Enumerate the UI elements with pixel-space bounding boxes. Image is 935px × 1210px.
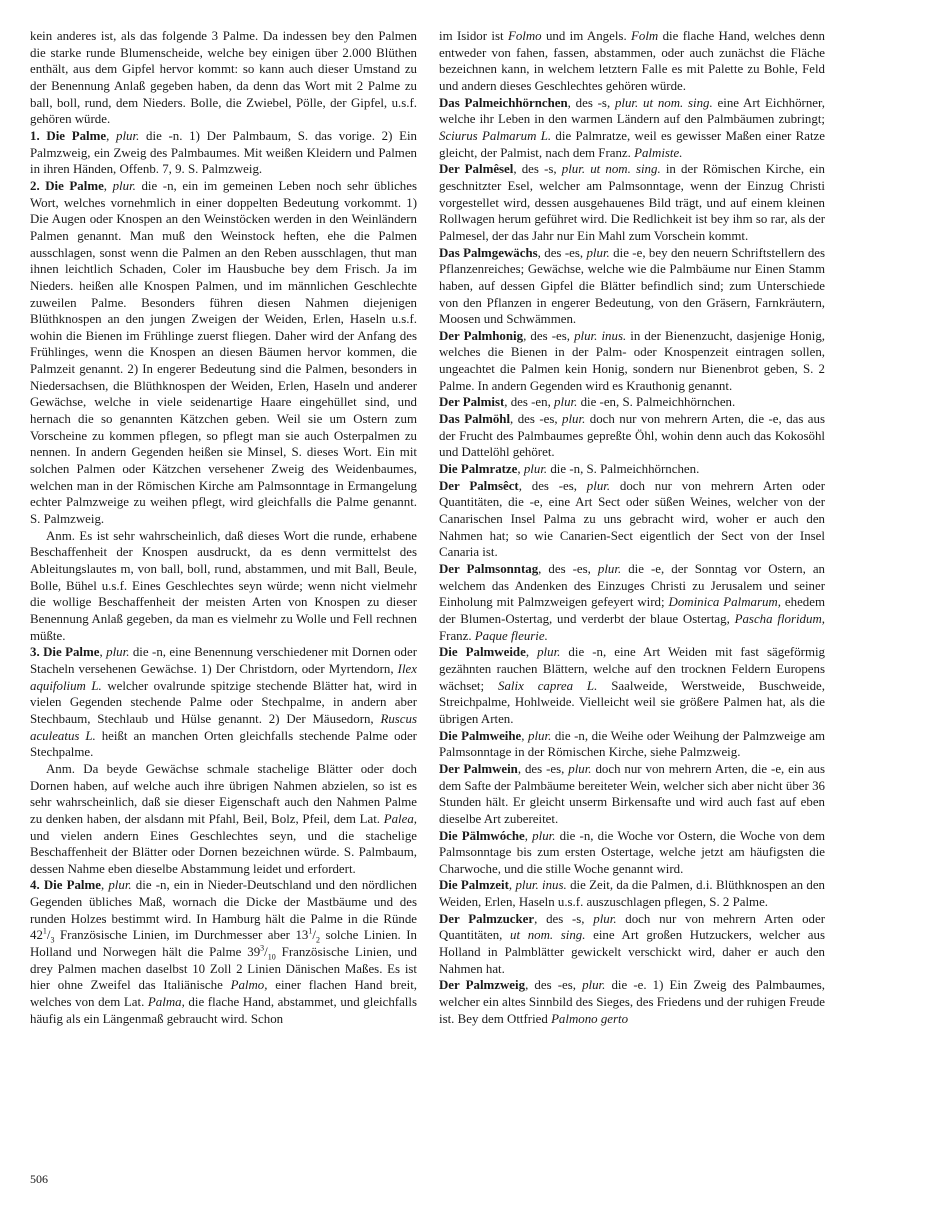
italic-text: Folmo bbox=[507, 29, 542, 43]
italic-text: plur. bbox=[106, 645, 130, 660]
entry-text: die -n. 1) Der Palmbaum, S. das vorige. 2) Ein Palmzweig, ein Zweig des Palmbaumes. Mit weißen Kleidern und Palmen in ihren Händen, Offenb. 7, 9. S. Palmzweig. bbox=[30, 128, 417, 177]
entry-headword: Die Palmzeit bbox=[439, 878, 509, 893]
italic-text: plur. bbox=[586, 478, 611, 493]
entry-headword: 4. Die Palme bbox=[30, 878, 101, 893]
entry-text: und im Angels. bbox=[541, 29, 632, 43]
italic-text: plur. bbox=[593, 911, 617, 926]
entry-text: , bbox=[106, 128, 117, 143]
dictionary-entry bbox=[439, 478, 825, 561]
entry-headword: 3. Die Palme bbox=[30, 645, 100, 660]
entry-text: die -en, S. Palmeichhörnchen. bbox=[577, 395, 736, 410]
dictionary-entry bbox=[30, 528, 417, 645]
italic-text: Sciurus Palmarum L. bbox=[439, 128, 552, 143]
dictionary-entry bbox=[30, 128, 417, 178]
italic-text: plur. bbox=[586, 245, 610, 260]
entry-headword: Die Pälmwóche bbox=[439, 828, 525, 843]
italic-text: Salix caprea L. bbox=[498, 678, 598, 693]
entry-text: die -n, die Woche vor Ostern, die Woche von dem Palmsonntage bis zum ersten Ostertage, welche jetzt am häufigsten die Charwoche, und die stille Woche genannt wird. bbox=[439, 828, 826, 876]
entry-text: die Palmratze, weil es gewisser Maßen einer Ratze gleicht, der Palmist, nach dem Franz. bbox=[439, 128, 825, 160]
italic-text: plur. bbox=[562, 412, 586, 427]
dictionary-entry bbox=[439, 394, 825, 411]
entry-text: die flache Hand, abstammet, und gleichfalls häufig als ein Längenmaß gebraucht wird. Schon bbox=[30, 995, 417, 1026]
entry-text: , des -es, bbox=[538, 562, 598, 576]
entry-text: kein anderes ist, als das folgende 3 Palme. Da indessen bey den Palmen die starke runde Blumenscheide, welche bey einigen über 2.000 Blüthen enthält, aus dem Gipfel hervor kommt: so kann auch dieser Umstand zu der Benennung Anlaß gegeben haben, da denn das Wort mit 2 Palme zu ball, boll, rund, dem Nieders. Bolle, die Zwiebel, Pölle, der Gipfel, u.s.f. gehören würde. bbox=[30, 29, 417, 127]
italic-text: Ilex aquifolium L. bbox=[30, 661, 417, 693]
dictionary-entry bbox=[439, 461, 825, 478]
entry-text: die flache Hand, welches denn entweder von fahen, fassen, abstammen, oder auch zunächst die Fläche bezeichnen kann, in welchem letztern Falle es mit Palette zu Bohle, Feld und andern dieses Geschlechtes gehören würde. bbox=[439, 29, 825, 93]
italic-text: plur. inus. bbox=[515, 878, 567, 893]
entry-text: doch nur von mehrern Arten oder Quantitäten, bbox=[439, 911, 826, 943]
entry-text: , bbox=[521, 728, 529, 743]
dictionary-entry bbox=[439, 644, 825, 727]
entry-text: doch nur von mehrern Arten oder Quantitäten, die -e, eine Art Sect oder süßen Weines, welcher von der Canarischen Insel Palma zu uns gebracht wird, woher er auch den Nahmen hat; so wie Canarien-Sect eigentlich der Sect von der Insel Canaria ist. bbox=[439, 478, 825, 560]
entry-text: doch nur von mehrern Arten, die -e, das aus der Frucht des Palmbaumes gepreßte Öhl, wohin denn auch das Kokosöhl und Dattelöhl gehöret. bbox=[439, 412, 825, 460]
dictionary-entry bbox=[30, 178, 417, 528]
entry-text: die -n, S. Palmeichhörnchen. bbox=[547, 462, 700, 477]
entry-headword: Die Palmweide bbox=[439, 645, 526, 660]
fraction-denominator: 3 bbox=[50, 936, 55, 946]
dictionary-entry bbox=[30, 877, 417, 1027]
dictionary-entry bbox=[439, 977, 825, 1027]
right-column bbox=[439, 28, 825, 1027]
fraction-numerator: 3 bbox=[260, 943, 265, 953]
entry-text: die -n, eine Art Weiden mit fast sägeförmig gezähnten rauchen Blättern, welche auf den trocknen Feldern Europens wächset; bbox=[439, 645, 826, 693]
entry-text: solche Linien. In Holland und Norwegen hält die Palme 39 bbox=[30, 928, 417, 960]
entry-text: die -e, bey den neuern Schriftstellern des Pflanzenreiches; Gewächse, welche wie die Palmbäume nur Einen Stamm haben, auf dessen Gipfel die Blätter befindlich sind; zum Unterschiede von den Pflanzen in engerer Bedeutung, von den Gräsern, Farnkräutern, Moosen und Schwämmen. bbox=[439, 245, 826, 327]
dictionary-entry bbox=[439, 28, 825, 95]
entry-text: die Zeit, da die Palmen, d.i. Blüthknospen an den Weiden, Erlen, Haseln u.s.f. auszuschlagen pflegen, S. 2 Palme. bbox=[439, 878, 825, 910]
entry-headword: Der Palmsonntag bbox=[439, 562, 539, 576]
italic-text: plur. bbox=[116, 128, 140, 143]
entry-text: , bbox=[100, 878, 109, 893]
entry-text: eine Art großen Hutzuckers, welcher aus Holland in Palmblätter gewickelt verschickt wird, daher er auch den Nahmen hat. bbox=[439, 928, 825, 976]
italic-text: Pascha floridum, bbox=[734, 611, 825, 626]
entry-headword: 1. Die Palme bbox=[30, 128, 107, 143]
dictionary-entry bbox=[439, 561, 825, 644]
italic-text: Palmiste. bbox=[634, 145, 683, 160]
italic-text: Paque fleurie. bbox=[474, 628, 548, 643]
entry-text: , des -es, bbox=[518, 478, 587, 493]
entry-headword: Das Palmöhl bbox=[439, 412, 511, 427]
entry-text: im Isidor ist bbox=[439, 29, 508, 43]
entry-text: welcher ovalrunde spitzige stechende Blätter hat, wird in vielen Gegenden stechende Palme oder Stechpalme, in andern aber Stechbaum, Stechlaub und Hülse genannt. 2) Der Mäusedorn, bbox=[30, 678, 417, 726]
entry-text: die -n, eine Benennung verschiedener mit Dornen oder Stacheln versehenen Gewächse. 1) Der Christdorn, oder Myrtendorn, bbox=[30, 645, 418, 676]
italic-text: plur. bbox=[532, 828, 556, 843]
entry-text: Anm. Da beyde Gewächse schmale stachelige Blätter oder doch Dornen haben, auf welche auch ihre übrigen Nahmen abzielen, so ist es sehr wahrscheinlich, daß sie dieser Eigenschaft auch den Nahmen Palme zu denken haben, der alsdann mit Pfahl, Beil, Bolz, Pfeil, dem Lat. bbox=[30, 761, 417, 826]
entry-text: / bbox=[312, 928, 316, 943]
entry-text: / bbox=[46, 928, 51, 943]
entry-text: Französische Linien, im Durchmesser aber 13 bbox=[54, 928, 309, 943]
italic-text: Folm bbox=[631, 29, 659, 43]
dictionary-entry bbox=[439, 161, 825, 244]
italic-text: plur. bbox=[528, 728, 552, 743]
entry-headword: Der Palmzweig bbox=[439, 978, 526, 993]
italic-text: Palea, bbox=[383, 811, 417, 826]
entry-text: Franz. bbox=[439, 628, 475, 643]
dictionary-entry bbox=[439, 877, 825, 910]
entry-text: Anm. Es ist sehr wahrscheinlich, daß dieses Wort die runde, erhabene Beschaffenheit der Knospen ausdruckt, da es denn vermittelst des Ableitungslautes m, von ball, boll, rund, abstammen, und mit Ball, Beule, Bolle, Bühel u.s.f. Eines Geschlechtes seyn würde; wenn nicht vielmehr die wollige Beschaffenheit der meisten Arten von Knospen zu dieser Benennung Anlaß gegeben, da man es vielmehr zu Wolle und Fell rechnen müßte. bbox=[30, 528, 417, 643]
entry-text: , des -en, bbox=[504, 395, 555, 410]
entry-headword: 2. Die Palme bbox=[30, 178, 104, 193]
italic-text: Palmono gerto bbox=[551, 1011, 629, 1026]
entry-text: die -e. 1) Ein Zweig des Palmbaumes, welcher ein altes Sinnbild des Sieges, des Friedens und der ruhigen Freude ist. Bey dem Ottfried bbox=[439, 978, 825, 1026]
entry-text: doch nur von mehrern Arten, die -e, ein aus dem Safte der Palmbäume bereiteter Wein, welcher sich aber nicht über 36 Stunden hält. Er gleicht unserm Birkensafte und wird auch fast auf eben dieselbe Art zubereitet. bbox=[439, 761, 826, 826]
dictionary-entry bbox=[439, 828, 825, 878]
entry-text: in der Bienenzucht, dasjenige Honig, welches die Bienen in der Palm- oder Knospenzeit eintragen sollen, ungeachtet die Palmen kein Honig, sondern nur Bienenbrot geben, S. 2 Palme. In andern Gegenden wird es Krauthonig genannt. bbox=[439, 328, 825, 393]
dictionary-entry bbox=[439, 245, 825, 328]
fraction-denominator: 2 bbox=[315, 936, 320, 946]
italic-text: plur. bbox=[112, 178, 136, 193]
italic-text: plur. ut nom. sing. bbox=[561, 162, 661, 177]
entry-text: / bbox=[264, 945, 268, 960]
entry-text: die -e, der Sonntag vor Ostern, an welchem das Andenken des Einzuges Christi zu Jerusalem und seiner Einholung mit Palmzweigen gefeyert wird; bbox=[439, 562, 825, 610]
dictionary-entry bbox=[30, 761, 417, 878]
entry-headword: Die Palmratze bbox=[439, 462, 518, 477]
italic-text: plur. inus. bbox=[574, 328, 627, 343]
italic-text: plur. bbox=[554, 395, 578, 410]
entry-headword: Der Palmist bbox=[439, 395, 505, 410]
italic-text: plur. bbox=[582, 978, 606, 993]
entry-text: , des -es, bbox=[525, 978, 583, 993]
italic-text: ut nom. sing. bbox=[510, 928, 586, 943]
entry-text: , des -es, bbox=[537, 245, 587, 260]
dictionary-entry bbox=[439, 911, 825, 978]
left-column bbox=[30, 28, 417, 1027]
entry-text: und vielen andern Eines Geschlechtes seyn, und die stachelige Beschaffenheit der Blätter oder Dornen bezeichnen würde. S. Palmbaum, dessen Nahme eben dieselbe Abstammung leidet und erfordert. bbox=[30, 828, 417, 876]
dictionary-entry bbox=[439, 728, 825, 761]
italic-text: Dominica Palmarum, bbox=[668, 595, 781, 610]
entry-text: , bbox=[508, 878, 516, 893]
dictionary-entry bbox=[30, 644, 417, 761]
entry-headword: Der Palmêsel bbox=[439, 162, 514, 177]
entry-text: , des -es, bbox=[510, 412, 563, 427]
entry-text: Saalweide, Werstweide, Buschweide, Streichpalme, Hohlweide. Vielleicht weil sie größere Palmen hat, als die übrigen Arten. bbox=[439, 678, 825, 726]
entry-text: , des -es, bbox=[523, 328, 575, 343]
entry-text: die -n, die Weihe oder Weihung der Palmzweige am Palmsonntage in der Römischen Kirche, siehe Palmzweig. bbox=[439, 728, 825, 760]
fraction-denominator: 10 bbox=[267, 952, 276, 962]
entry-text: einer flachen Hand breit, welches von dem Lat. bbox=[30, 978, 417, 1010]
italic-text: plur. bbox=[108, 878, 132, 893]
entry-text: , bbox=[524, 828, 533, 843]
entry-headword: Der Palmzucker bbox=[439, 911, 535, 926]
entry-text: ehedem der Blumen-Ostertag, und verderbt der blaue Ostertag, bbox=[439, 595, 825, 626]
entry-text: , bbox=[99, 645, 107, 660]
italic-text: Palmo, bbox=[230, 978, 268, 993]
entry-headword: Der Palmhonig bbox=[439, 328, 524, 343]
italic-text: plur. bbox=[537, 645, 561, 660]
dictionary-entry bbox=[439, 95, 825, 162]
italic-text: Ruscus aculeatus L. bbox=[30, 711, 417, 743]
entry-text: , des -s, bbox=[513, 162, 562, 177]
italic-text: plur. bbox=[523, 462, 548, 477]
entry-text: , des -s, bbox=[567, 95, 615, 110]
entry-text: , bbox=[525, 645, 538, 660]
italic-text: plur. ut nom. sing. bbox=[614, 95, 713, 110]
entry-headword: Das Palmeichhörnchen bbox=[439, 95, 568, 110]
entry-text: , bbox=[103, 178, 113, 193]
entry-text: eine Art Eichhörner, welche ihr Leben in den warmen Ländern auf den Palmbäumen zubringt; bbox=[439, 95, 825, 127]
dictionary-entry bbox=[439, 411, 825, 461]
italic-text: plur. bbox=[568, 761, 592, 776]
dictionary-entry bbox=[30, 28, 417, 128]
entry-headword: Das Palmgewächs bbox=[439, 245, 538, 260]
italic-text: plur. bbox=[597, 562, 622, 576]
entry-text: Französische Linien, und drey Palmen machen daselbst 10 Zoll 2 Linien Dänischen Maßes. Es ist hier ohne Zweifel das Italiänische bbox=[30, 945, 417, 993]
entry-text: in der Römischen Kirche, ein geschnitzter Esel, welcher am Palmsonntage, wenn der Einzug Christi vorgestellet wird, dessen ausgehauenes Bild trägt, und auf einem kleinen Rollwagen herum geführet wird. Die Redlichkeit ist bey ihm so rar, als der Palmesel, der das Jahr nur Ein Mahl zum Vorschein kommt. bbox=[439, 162, 825, 243]
entry-text: , bbox=[517, 462, 524, 477]
entry-text: , des -s, bbox=[534, 911, 594, 926]
dictionary-entry bbox=[439, 328, 825, 395]
italic-text: Palma, bbox=[147, 995, 185, 1010]
entry-text: , des -es, bbox=[517, 761, 569, 776]
entry-headword: Der Palmsêct bbox=[439, 478, 519, 493]
fraction-numerator: 1 bbox=[42, 927, 47, 937]
entry-headword: Der Palmwein bbox=[439, 761, 518, 776]
entry-text: heißt an manchen Orten gleichfalls stechende Palme oder Stechpalme. bbox=[30, 728, 417, 760]
fraction-numerator: 1 bbox=[308, 927, 313, 937]
dictionary-entry bbox=[439, 761, 825, 828]
page-number: 506 bbox=[30, 1172, 48, 1186]
entry-headword: Die Palmweihe bbox=[439, 728, 522, 743]
entry-text: die -n, ein in Nieder-Deutschland und den nördlichen Gegenden übliches Maß, wornach die Dicke der Mastbäume und des runden Holzes bestimmt wird. In Hamburg hält die Palme in die Ründe 42 bbox=[30, 878, 417, 943]
entry-text: die -n, ein im gemeinen Leben noch sehr übliches Wort, welches vornehmlich in einer doppelten Bedeutung vorkommt. 1) Die Augen oder Knospen an den Weinstöcken werden in den Weinländern Palmen genannt. Man muß den Weinstock heften, ehe die Palmen ausschlagen, sonst wenn die Palmen an den Reben ausschlagen, thut man ihnen leichtlich Schaden, Coler im Hausbuche bey dem Frisch. Ja im Nieders. heißen alle Knospen Palmen, und im männlichen Geschlechte zuweilen Palme. Besonders führen diesen Nahmen diejenigen Blüthknospen an den jungen Zweigen der Weiden, Erlen, Haseln u.s.f. wohin die Bienen im Frühlinge zuerst fliegen. Daher wird der Anfang des Frühlinges, wenn die Knospen an diesen Bäumen hervor kommen, die Palmzeit genannt. 2) In engerer Bedeutung sind die Palmen, besonders in Niedersachsen, die Blüthknospen der Weiden, Erlen, Haseln und anderer Gewächse, welche in viele seidenartige Haare eingehüllet sind, und hernach die so genannten Kätzchen geben. Weil sie um Ostern zum Vorscheine zu kommen pflegen, so pflegt man sie auch Osterpalmen zu nennen. In andern Gegenden heißen sie Minsel, S. dieses Wort. Ein mit solchen Palmen oder Kätzchen versehener Zweig des Weidenbaumes, welchen man in der Römischen Kirche am Palmsonntage in Ermangelung echter Palmzweige zu weihen pflegt, wird gleichfalls die Palme genannt. S. Palmzweig. bbox=[30, 178, 417, 527]
